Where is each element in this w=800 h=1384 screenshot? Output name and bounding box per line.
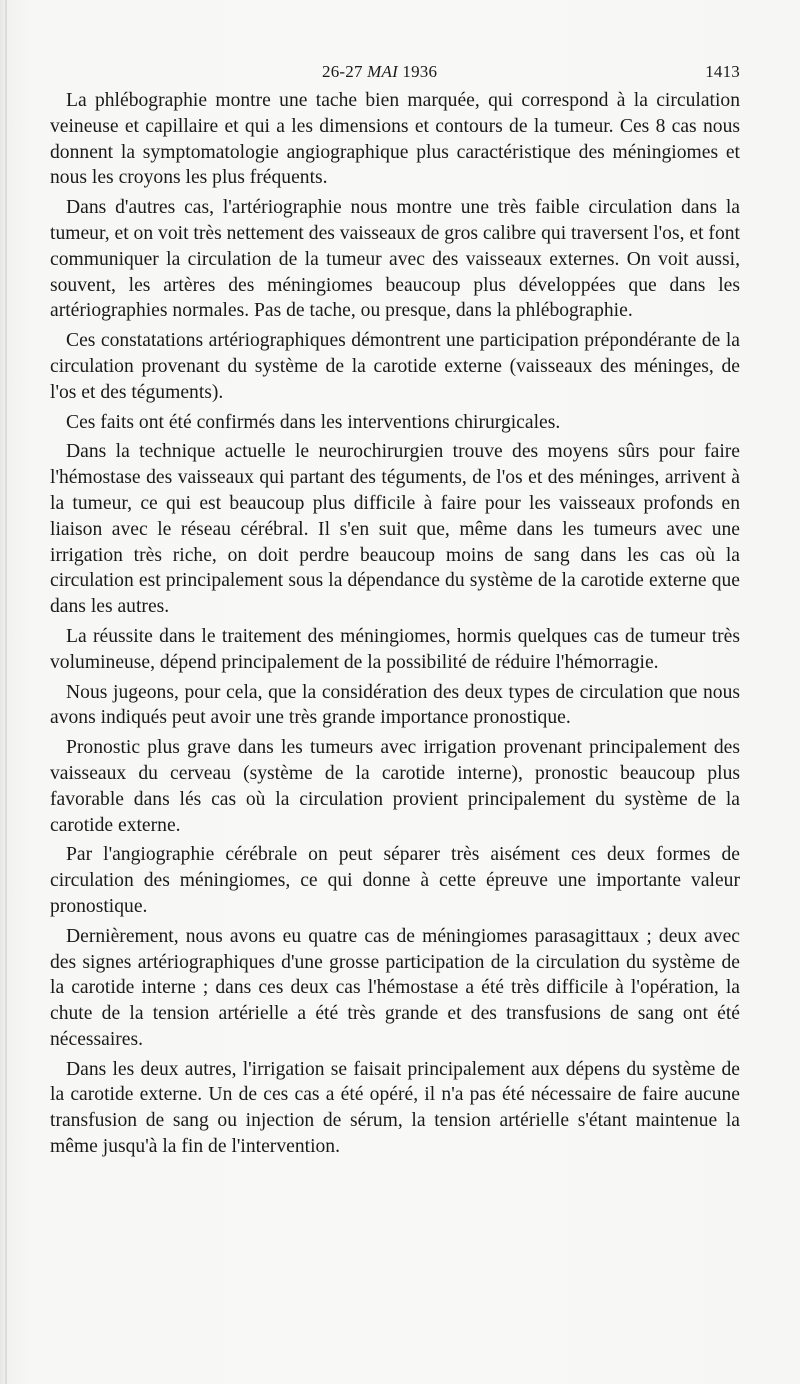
page-number: 1413 <box>705 62 740 81</box>
running-header <box>52 62 740 84</box>
paragraph-10: Dernièrement, nous avons eu quatre cas de méningiomes parasagittaux ; deux avec des signes artériographiques d'une grosse participation de la circulation du système de la carotide interne ; dans ces deux cas l'hémostase a été très difficile à l'opération, la chute de la tension artérielle a été très grande et des transfusions de sang ont été nécessaires. <box>50 925 740 1050</box>
paragraph-4: Ces faits ont été confirmés dans les interventions chirurgicales. <box>66 411 561 433</box>
binding-gutter <box>5 0 7 1384</box>
paragraph-5: Dans la technique actuelle le neurochirurgien trouve des moyens sûrs pour faire l'hémostase des vaisseaux qui partant des téguments, de l'os et des méninges, arrivent à la tumeur, ce qui est beaucoup plus difficile à faire pour les vaisseaux profonds en liaison avec le réseau cérébral. Il s'en suit que, même dans les tumeurs avec une irrigation très riche, on doit perdre beaucoup moins de sang dans les cas où la circulation est principalement sous la dépendance du système de la carotide externe que dans les autres. <box>50 441 740 618</box>
paragraph-11: Dans les deux autres, l'irrigation se faisait principalement aux dépens du système de la carotide externe. Un de ces cas a été opéré, il n'a pas été nécessaire de faire aucune transfusion de sang ou injection de sérum, la tension artérielle s'étant maintenue la même jusqu'à la fin de l'intervention. <box>50 1058 740 1158</box>
paragraph-7: Nous jugeons, pour cela, que la considération des deux types de circulation que nous avons indiqués peut avoir une très grande importance pronostique. <box>50 681 740 729</box>
paragraph-8: Pronostic plus grave dans les tumeurs avec irrigation provenant principalement des vaisseaux du cerveau (système de la carotide interne), pronostic beaucoup plus favorable dans lés cas où la circulation provient principalement du système de la carotide externe. <box>50 737 740 836</box>
paragraph-2: Dans d'autres cas, l'artériographie nous montre une très faible circulation dans la tumeur, et on voit très nettement des vaisseaux de gros calibre qui traversent l'os, et font communiquer la circulation de la tumeur avec des vaisseaux externes. On voit aussi, souvent, les artères des méningiomes beaucoup plus développées que dans les artériographies normales. Pas de tache, ou presque, dans la phlébographie. <box>50 197 740 322</box>
body-text <box>50 88 740 1160</box>
paragraph-9: Par l'angiographie cérébrale on peut séparer très aisément ces deux formes de circulation des méningiomes, ce qui donne à cette épreuve une importante valeur pronostique. <box>50 844 740 917</box>
paragraph-6: La réussite dans le traitement des méningiomes, hormis quelques cas de tumeur très volumineuse, dépend principalement de la possibilité de réduire l'hémorragie. <box>50 625 740 673</box>
paragraph-3: Ces constatations artériographiques démontrent une participation prépondérante de la circulation provenant du système de la carotide externe (vaisseaux des méninges, de l'os et des téguments). <box>50 330 740 403</box>
paragraph-1: La phlébographie montre une tache bien marquée, qui correspond à la circulation veineuse et capillaire et qui a les dimensions et contours de la tumeur. Ces 8 cas nous donnent la symptomatologie angiographique plus caractéristique des méningiomes et nous les croyons les plus fréquents. <box>50 90 740 189</box>
header-date: 26-27 MAI 1936 <box>322 62 438 81</box>
